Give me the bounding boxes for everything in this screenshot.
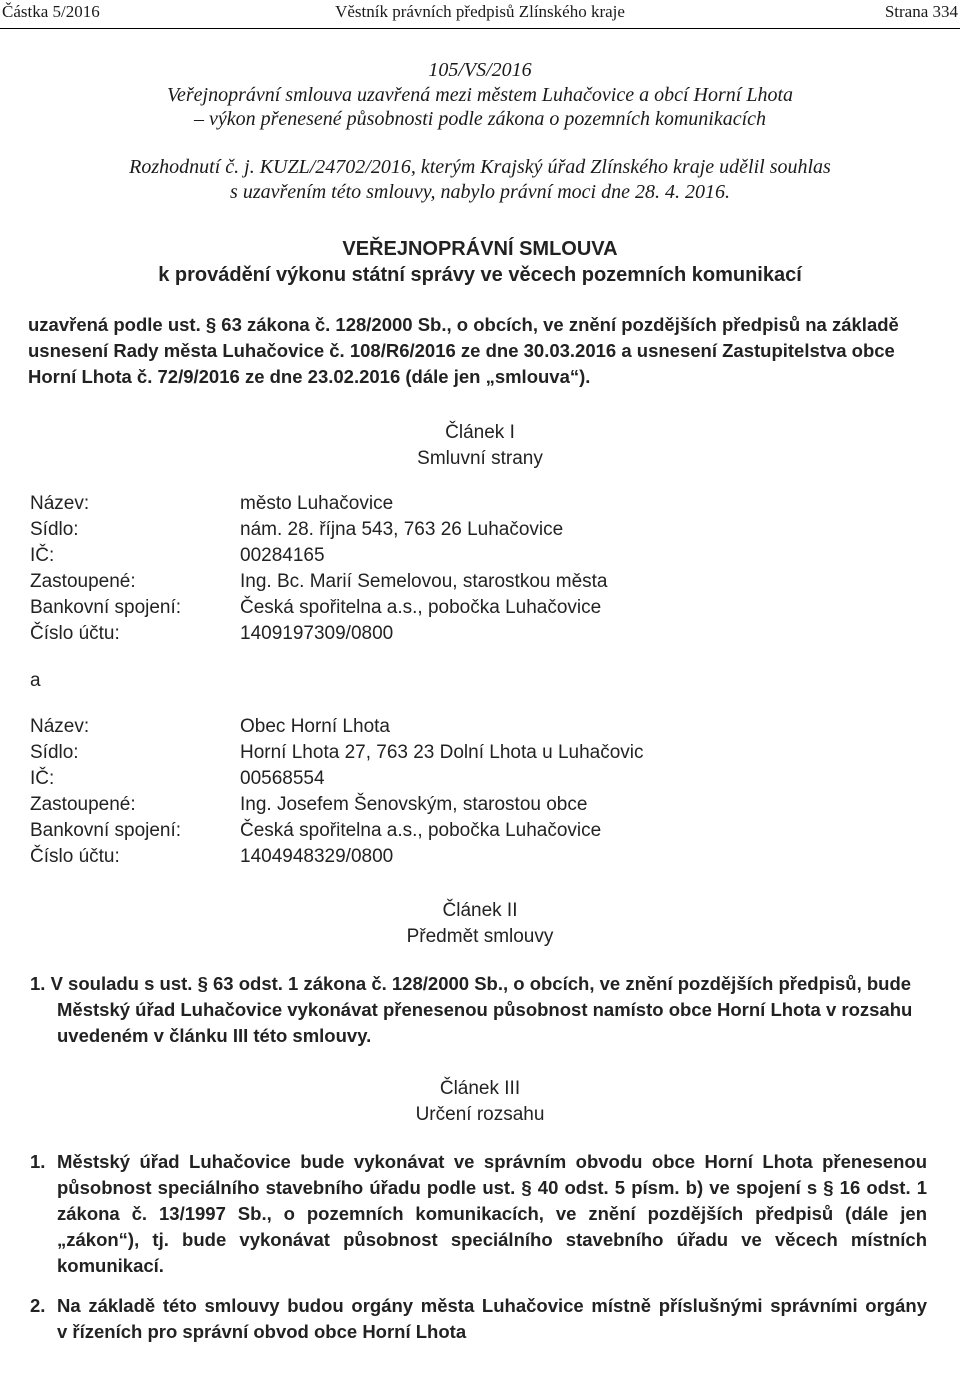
party2-seat-label: Sídlo: xyxy=(30,742,79,763)
party1-name-value: město Luhačovice xyxy=(240,493,394,514)
party1-id-value: 00284165 xyxy=(240,545,325,566)
article2-heading: Článek II xyxy=(442,900,518,921)
contract-title: VEŘEJNOPRÁVNÍ SMLOUVA xyxy=(342,238,618,260)
party1-bank-label: Bankovní spojení: xyxy=(30,597,182,618)
article3-item1-number: 1. xyxy=(30,1151,46,1172)
party2-seat-value: Horní Lhota 27, 763 23 Dolní Lhota u Luhačovic xyxy=(240,742,644,763)
party1-id-label: IČ: xyxy=(30,545,55,566)
party2-bank-label: Bankovní spojení: xyxy=(30,820,182,841)
decision-line1: Rozhodnutí č. j. KUZL/24702/2016, kterým Krajský úřad Zlínského kraje udělil souhlas xyxy=(129,156,831,178)
party1-account-value: 1409197309/0800 xyxy=(240,623,394,644)
article3-item1-line3: zákona č. 13/1997 Sb., o pozemních komunikacích, ve znění pozdějších předpisů (dále jen xyxy=(57,1203,927,1224)
article3-item1-line4: „zákon“), tj. bude vykonávat působnost speciálního stavebního úřadu ve věcech místních xyxy=(57,1229,927,1250)
party1-seat-value: nám. 28. října 543, 763 26 Luhačovice xyxy=(240,519,564,540)
header-divider xyxy=(0,28,960,29)
issue-number: Částka 5/2016 xyxy=(2,2,100,21)
page-number: Strana 334 xyxy=(884,2,958,21)
article3-item1-line5: komunikací. xyxy=(57,1255,164,1276)
party2-account-label: Číslo účtu: xyxy=(30,846,120,867)
article3-item2-number: 2. xyxy=(30,1295,46,1316)
page-header xyxy=(0,2,960,26)
party2-name-label: Název: xyxy=(30,716,90,737)
gazette-title-line2: – výkon přenesené působnosti podle zákona o pozemních komunikacích xyxy=(193,108,767,130)
article2-item1-line3: uvedeném v článku III této smlouvy. xyxy=(57,1025,372,1046)
party2-id-label: IČ: xyxy=(30,768,55,789)
party2-representative-value: Ing. Josefem Šenovským, starostou obce xyxy=(240,794,588,815)
contract-subtitle: k provádění výkonu státní správy ve věcech pozemních komunikací xyxy=(158,264,802,286)
intro-line2: usnesení Rady města Luhačovice č. 108/R6/2016 ze dne 30.03.2016 a usnesení Zastupitelstva obce xyxy=(28,340,895,361)
gazette-title-line1: Veřejnoprávní smlouva uzavřená mezi městem Luhačovice a obcí Horní Lhota xyxy=(166,84,793,106)
journal-title: Věstník právních předpisů Zlínského kraje xyxy=(335,2,625,21)
party1-representative-label: Zastoupené: xyxy=(30,571,136,592)
party2-bank-value: Česká spořitelna a.s., pobočka Luhačovice xyxy=(240,820,602,841)
party2-id-value: 00568554 xyxy=(240,768,325,789)
article1-title: Smluvní strany xyxy=(417,448,543,469)
decision-line2: s uzavřením této smlouvy, nabylo právní moci dne 28. 4. 2016. xyxy=(230,181,730,203)
article3-item2-line2: v řízeních pro správní obvod obce Horní Lhota xyxy=(57,1321,467,1342)
party1-bank-value: Česká spořitelna a.s., pobočka Luhačovice xyxy=(240,597,602,618)
party1-representative-value: Ing. Bc. Marií Semelovou, starostkou města xyxy=(240,571,608,592)
party1-seat-label: Sídlo: xyxy=(30,519,79,540)
party1-account-label: Číslo účtu: xyxy=(30,623,120,644)
article3-title: Určení rozsahu xyxy=(415,1104,545,1125)
party1-name-label: Název: xyxy=(30,493,90,514)
article2-item1-line2: Městský úřad Luhačovice vykonávat přenesenou působnost namísto obce Horní Lhota v rozsahu xyxy=(57,999,913,1020)
article3-item2-line1: Na základě této smlouvy budou orgány města Luhačovice místně příslušnými správními orgány xyxy=(57,1295,927,1316)
article3-item1-line2: působnost speciálního stavebního úřadu podle ust. § 40 odst. 5 písm. b) ve spojení s § 16 odst. 1 xyxy=(57,1177,927,1198)
article3-item1-line1: Městský úřad Luhačovice bude vykonávat ve správním obvodu obce Horní Lhota přenesenou xyxy=(57,1151,927,1172)
article3-heading: Článek III xyxy=(439,1078,521,1099)
gazette-number: 105/VS/2016 xyxy=(428,59,532,81)
intro-line1: uzavřená podle ust. § 63 zákona č. 128/2000 Sb., o obcích, ve znění pozdějších předpisů na základě xyxy=(28,314,899,335)
article2-item1-line1: 1. V souladu s ust. § 63 odst. 1 zákona č. 128/2000 Sb., o obcích, ve znění pozdějších předpisů, bude xyxy=(30,973,912,994)
article1-heading: Článek I xyxy=(445,422,515,443)
intro-line3: Horní Lhota č. 72/9/2016 ze dne 23.02.2016 (dále jen „smlouva“). xyxy=(28,366,591,387)
conjunction-text: a xyxy=(30,670,41,691)
party2-representative-label: Zastoupené: xyxy=(30,794,136,815)
party2-name-value: Obec Horní Lhota xyxy=(240,716,390,737)
article2-title: Předmět smlouvy xyxy=(406,926,554,947)
party2-account-value: 1404948329/0800 xyxy=(240,846,394,867)
